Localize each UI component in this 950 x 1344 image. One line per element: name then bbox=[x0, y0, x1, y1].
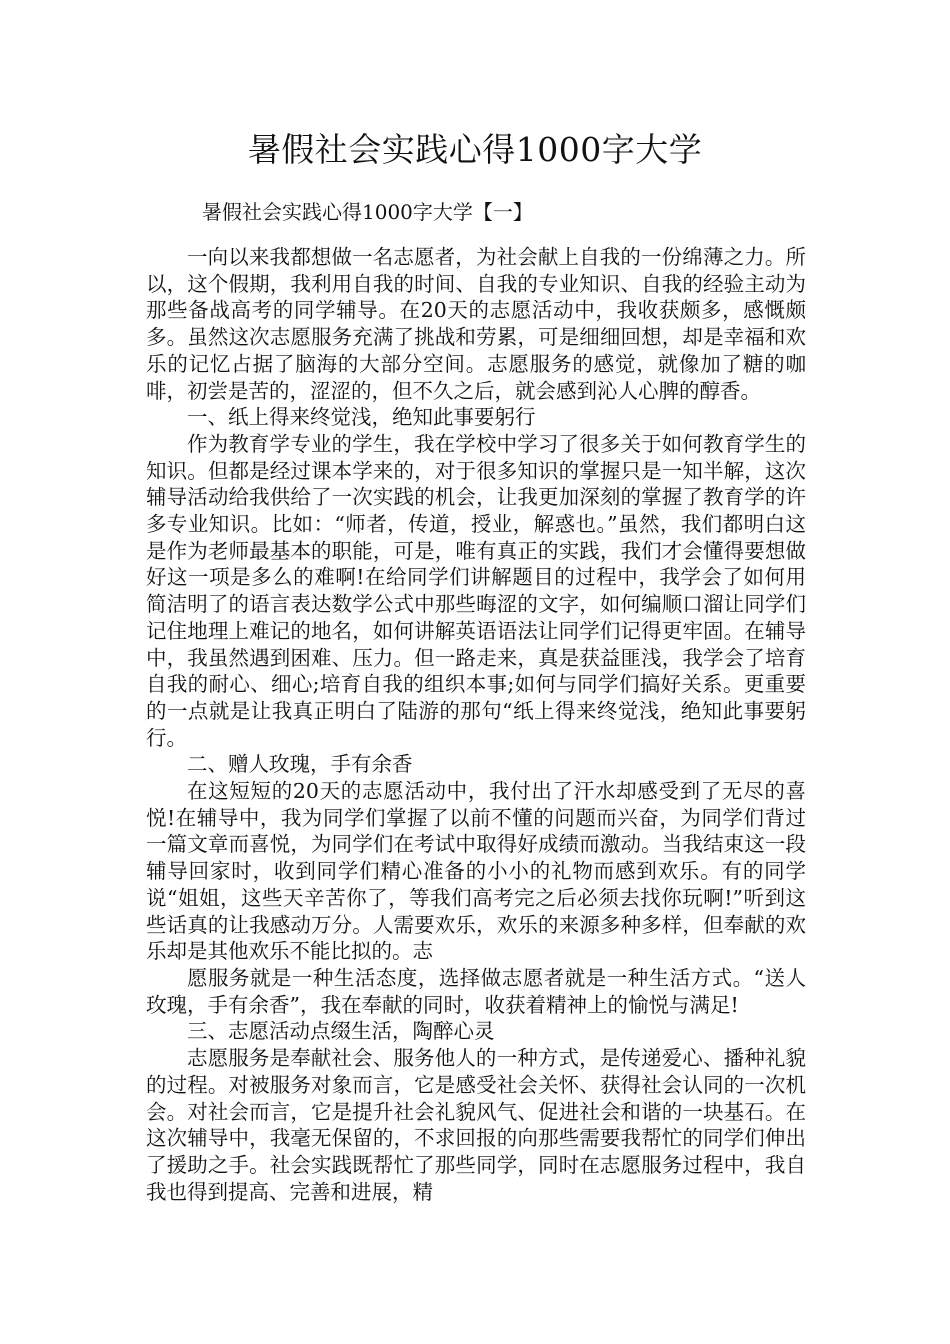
document-subtitle: 暑假社会实践心得1000字大学【一】 bbox=[202, 200, 533, 224]
paragraph-section-1: 作为教育学专业的学生，我在学校中学习了很多关于如何教育学生的知识。但都是经过课本学来的，对于很多知识的掌握只是一知半解，这次辅导活动给我供给了一次实践的机会，让我更加深刻的掌握了教育学的许多专业知识。比如：“师者，传道，授业，解惑也。”虽然，我们都明白这是作为老师最基本的职能，可是，唯有真正的实践，我们才会懂得要想做好这一项是多么的难啊!在给同学们讲解题目的过程中，我学会了如何用简洁明了的语言表达数学公式中那些晦涩的文字，如何编顺口溜让同学们记住地理上难记的地名，如何讲解英语语法让同学们记得更牢固。在辅导中，我虽然遇到困难、压力。但一路走来，真是获益匪浅，我学会了培育自我的耐心、细心;培育自我的组织本事;如何与同学们搞好关系。更重要的一点就是让我真正明白了陆游的那句“纸上得来终觉浅，绝知此事要躬行。 bbox=[146, 431, 806, 750]
section-heading-3: 三、志愿活动点缀生活，陶醉心灵 bbox=[187, 1019, 495, 1044]
section-heading-1: 一、纸上得来终觉浅，绝知此事要躬行 bbox=[187, 405, 536, 430]
document-body bbox=[146, 244, 806, 1205]
paragraph-section-2b: 愿服务就是一种生活态度，选择做志愿者就是一种生活方式。“送人玫瑰，手有余香”，我在奉献的同时，收获着精神上的愉悦与满足! bbox=[146, 965, 806, 1017]
section-heading-2: 二、赠人玫瑰，手有余香 bbox=[187, 752, 413, 777]
paragraph-intro: 一向以来我都想做一名志愿者，为社会献上自我的一份绵薄之力。所以，这个假期，我利用自我的时间、自我的专业知识、自我的经验主动为那些备战高考的同学辅导。在20天的志愿活动中，我收获颇多，感慨颇多。虽然这次志愿服务充满了挑战和劳累，可是细细回想，却是幸福和欢乐的记忆占据了脑海的大部分空间。志愿服务的感觉，就像加了糖的咖啡，初尝是苦的，涩涩的，但不久之后，就会感到沁人心脾的醇香。 bbox=[146, 245, 806, 403]
document-title: 暑假社会实践心得1000字大学 bbox=[247, 130, 703, 169]
paragraph-section-3: 志愿服务是奉献社会、服务他人的一种方式，是传递爱心、播种礼貌的过程。对被服务对象而言，它是感受社会关怀、获得社会认同的一次机会。对社会而言，它是提升社会礼貌风气、促进社会和谐的一块基石。在这次辅导中，我毫无保留的，不求回报的向那些需要我帮忙的同学们伸出了援助之手。社会实践既帮忙了那些同学，同时在志愿服务过程中，我自我也得到提高、完善和进展，精 bbox=[146, 1046, 806, 1204]
paragraph-section-2a: 在这短短的20天的志愿活动中，我付出了汗水却感受到了无尽的喜悦!在辅导中，我为同学们掌握了以前不懂的问题而兴奋，为同学们背过一篇文章而喜悦，为同学们在考试中取得好成绩而激动。当我结束这一段辅导回家时，收到同学们精心准备的小小的礼物而感到欢乐。有的同学说“姐姐，这些天辛苦你了，等我们高考完之后必须去找你玩啊!”听到这些话真的让我感动万分。人需要欢乐，欢乐的来源多种多样，但奉献的欢乐却是其他欢乐不能比拟的。志 bbox=[146, 779, 806, 964]
